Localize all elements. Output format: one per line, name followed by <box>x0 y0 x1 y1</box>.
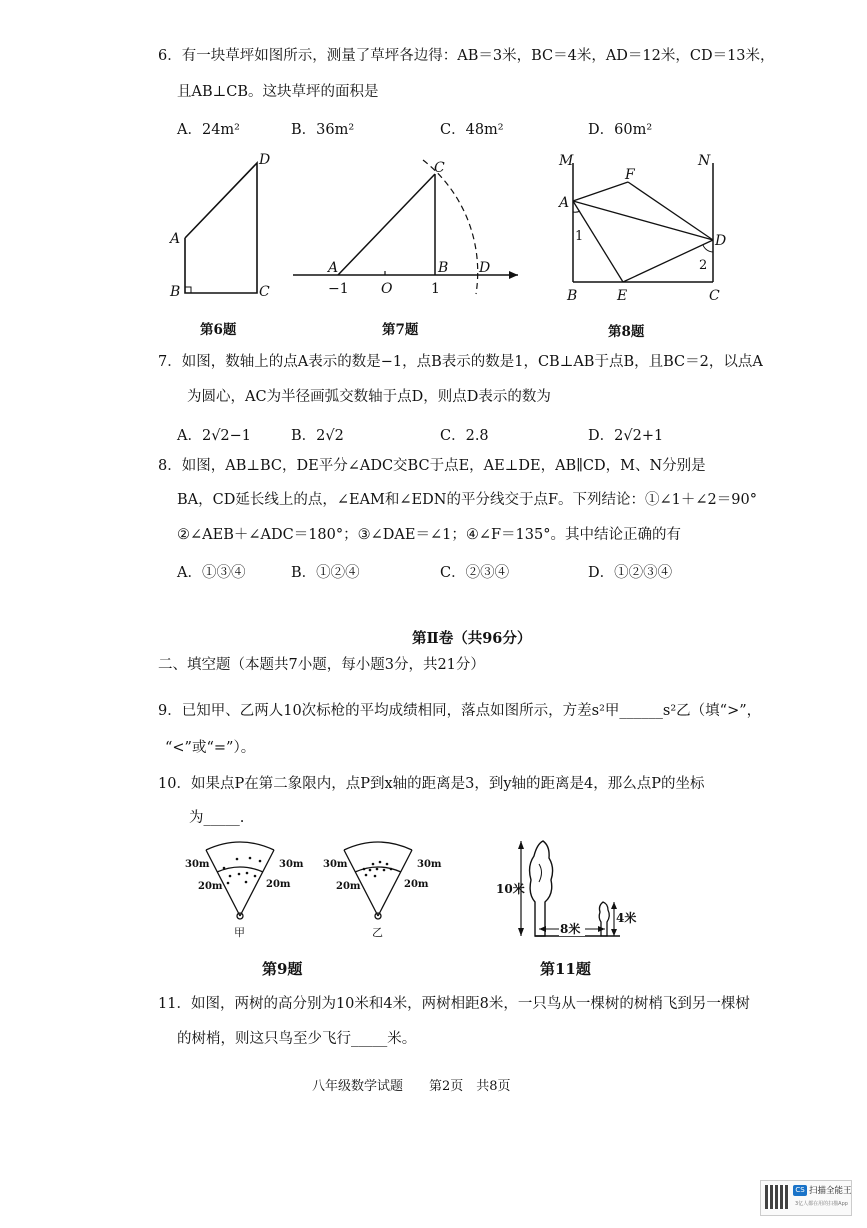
camscanner-logo-icon: CS <box>793 1185 807 1196</box>
fig9b-label-20-left: 20m <box>336 881 361 892</box>
figure-11 <box>495 836 645 948</box>
fig9a-label-20-left: 20m <box>198 881 223 892</box>
figure-6 <box>165 148 285 308</box>
fig7-label-c: C <box>434 160 445 176</box>
fig6-label-a: A <box>170 231 181 247</box>
q6-option-c: C．48m² <box>440 122 504 138</box>
fig11-label-10m: 10米 <box>496 882 525 896</box>
q7-text-line1: 7．如图，数轴上的点A表示的数是−1，点B表示的数是1，CB⊥AB于点B，且BC＝2，以点A <box>158 354 763 370</box>
fig9a-label-20-right: 20m <box>266 879 291 890</box>
figure-8 <box>553 148 733 308</box>
section2-heading: 二、填空题（本题共7小题，每小题3分，共21分） <box>158 657 485 673</box>
fig9-label-jia: 甲 <box>234 926 245 939</box>
fig8-label-e: E <box>617 288 628 304</box>
q10-text-line1: 10．如果点P在第二象限内，点P到x轴的距离是3，到y轴的距离是4，那么点P的坐标 <box>158 776 705 792</box>
fig8-caption: 第8题 <box>608 324 645 340</box>
fig9b-label-30-left: 30m <box>323 859 348 870</box>
fig8-label-f: F <box>625 167 635 183</box>
fig7-tick-1: 1 <box>431 281 440 297</box>
fig7-label-o: O <box>381 281 393 297</box>
fig11-label-4m: 4米 <box>616 911 637 925</box>
q9-text-line1: 9．已知甲、乙两人10次标枪的平均成绩相同，落点如图所示，方差s²甲______s²乙（填“>”， <box>158 703 762 719</box>
fig7-label-a: A <box>328 260 339 276</box>
fig8-angle-1: 1 <box>575 229 584 244</box>
q8-text-line2: BA，CD延长线上的点，∠EAM和∠EDN的平分线交于点F。下列结论：①∠1＋∠2＝90° <box>177 492 757 508</box>
q8-option-c: C．②③④ <box>440 565 510 581</box>
q7-text-line2: 为圆心，AC为半径画弧交数轴于点D，则点D表示的数为 <box>187 389 551 405</box>
q6-option-a: A．24m² <box>177 122 240 138</box>
fig8-label-n: N <box>698 153 711 169</box>
fig6-label-d: D <box>259 152 271 168</box>
q8-text-line1: 8．如图，AB⊥BC，DE平分∠ADC交BC于点E，AE⊥DE，AB∥CD，M、N分别是 <box>158 458 706 474</box>
fig7-label-b: B <box>438 260 449 276</box>
scanner-watermark <box>760 1180 852 1216</box>
q9-text-line2: “<”或“=”）。 <box>165 740 256 756</box>
fig6-caption: 第6题 <box>200 322 237 338</box>
q8-option-d: D．①②③④ <box>588 565 673 581</box>
fig8-label-m: M <box>559 153 574 169</box>
q11-text-line2: 的树梢，则这只鸟至少飞行_____米。 <box>177 1031 417 1047</box>
q7-option-b: B．2√2 <box>291 428 344 444</box>
page-footer: 八年级数学试题 第2页 共8页 <box>312 1079 511 1094</box>
q6-text-line2: 且AB⊥CB。这块草坪的面积是 <box>177 84 379 100</box>
fig8-label-d: D <box>715 233 727 249</box>
part2-title: 第Ⅱ卷（共96分） <box>412 630 532 647</box>
fig8-label-b: B <box>567 288 578 304</box>
qr-code-icon <box>765 1185 789 1209</box>
fig7-tick-minus1: −1 <box>328 281 349 297</box>
fig9a-label-30-right: 30m <box>279 859 304 870</box>
fig8-label-c: C <box>709 288 720 304</box>
fig7-label-d: D <box>479 260 491 276</box>
fig6-label-b: B <box>170 284 181 300</box>
fig8-label-a: A <box>559 195 570 211</box>
q6-option-b: B．36m² <box>291 122 355 138</box>
fig9a-label-30-left: 30m <box>185 859 210 870</box>
fig9b-label-20-right: 20m <box>404 879 429 890</box>
q7-option-c: C．2.8 <box>440 428 489 444</box>
q6-text-line1: 6．有一块草坪如图所示，测量了草坪各边得：AB＝3米，BC＝4米，AD＝12米，CD＝13米， <box>158 48 775 64</box>
fig11-caption: 第11题 <box>540 960 591 978</box>
fig9-caption: 第9题 <box>262 960 303 978</box>
q6-option-d: D．60m² <box>588 122 653 138</box>
fig11-label-8m: 8米 <box>560 922 581 936</box>
fig8-angle-2: 2 <box>699 258 708 273</box>
q8-option-a: A．①③④ <box>177 565 246 581</box>
q11-text-line1: 11．如图，两树的高分别为10米和4米，两树相距8米，一只鸟从一棵树的树梢飞到另一棵树 <box>158 996 750 1012</box>
q7-option-a: A．2√2−1 <box>177 428 252 444</box>
q7-option-d: D．2√2+1 <box>588 428 664 444</box>
fig6-label-c: C <box>259 284 270 300</box>
q8-text-line3: ②∠AEB＋∠ADC＝180°；③∠DAE＝∠1；④∠F＝135°。其中结论正确的有 <box>177 527 681 543</box>
fig7-caption: 第7题 <box>382 322 419 338</box>
figure-9 <box>180 840 442 940</box>
scanner-tagline: 3亿人都在用的扫描App <box>795 1201 848 1207</box>
fig9-label-yi: 乙 <box>372 926 383 939</box>
q10-text-line2: 为_____. <box>189 810 245 826</box>
fig9b-label-30-right: 30m <box>417 859 442 870</box>
q8-option-b: B．①②④ <box>291 565 360 581</box>
scanner-app-name: 扫描全能王 <box>809 1186 852 1196</box>
figure-7 <box>288 152 528 302</box>
